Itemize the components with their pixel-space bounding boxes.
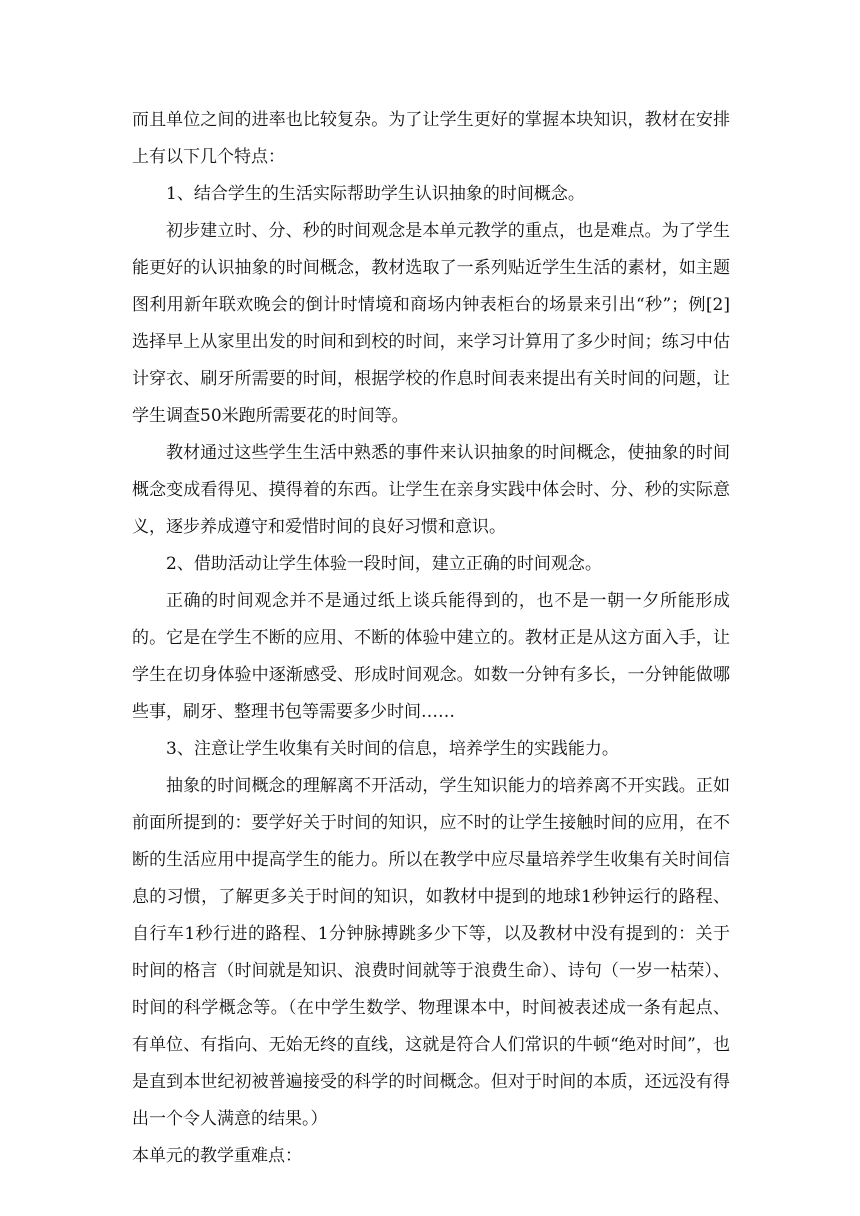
section-heading-key-points: 本单元的教学重难点： (132, 1146, 302, 1166)
paragraph-point-1-summary: 教材通过这些学生生活中熟悉的事件来认识抽象的时间概念，使抽象的时间概念变成看得见、摸得着的东西。让学生在亲身实践中体会时、分、秒的实际意义，逐步养成遵守和爱惜时间的良好习惯和意识。 (132, 443, 730, 537)
paragraph-point-2-body: 正确的时间观念并不是通过纸上谈兵能得到的，也不是一朝一夕所能形成的。它是在学生不断的应用、不断的体验中建立的。教材正是从这方面入手，让学生在切身体验中逐渐感受、形成时间观念。如数一分钟有多长，一分钟能做哪些事，刷牙、整理书包等需要多少时间…… (132, 591, 730, 722)
paragraph-point-1-body: 初步建立时、分、秒的时间观念是本单元教学的重点，也是难点。为了学生能更好的认识抽象的时间概念，教材选取了一系列贴近学生生活的素材，如主题图利用新年联欢晚会的倒计时情境和商场内钟表柜台的场景来引出“秒”；例[2]选择早上从家里出发的时间和到校的时间，来学习计算用了多少时间；练习中估计穿衣、刷牙所需要的时间，根据学校的作息时间表来提出有关时间的问题，让学生调查50米跑所需要花的时间等。 (132, 221, 730, 426)
document-body (132, 102, 730, 1175)
heading-point-1: 1、结合学生的生活实际帮助学生认识抽象的时间概念。 (166, 184, 585, 204)
heading-point-2: 2、借助活动让学生体验一段时间，建立正确的时间观念。 (166, 554, 602, 574)
paragraph-intro: 而且单位之间的进率也比较复杂。为了让学生更好的掌握本块知识，教材在安排上有以下几个特点： (132, 110, 730, 167)
heading-point-3: 3、注意让学生收集有关时间的信息，培养学生的实践能力。 (166, 739, 619, 759)
paragraph-point-3-body: 抽象的时间概念的理解离不开活动，学生知识能力的培养离不开实践。正如前面所提到的：要学好关于时间的知识，应不时的让学生接触时间的应用，在不断的生活应用中提高学生的能力。所以在教学中应尽量培养学生收集有关时间信息的习惯，了解更多关于时间的知识，如教材中提到的地球1秒钟运行的路程、自行车1秒行进的路程、1分钟脉搏跳多少下等，以及教材中没有提到的：关于时间的格言（时间就是知识、浪费时间就等于浪费生命）、诗句（一岁一枯荣）、时间的科学概念等。（在中学生数学、物理课本中，时间被表述成一条有起点、有单位、有指向、无始无终的直线，这就是符合人们常识的牛顿“绝对时间”，也是直到本世纪初被普遍接受的科学的时间概念。但对于时间的本质，还远没有得出一个令人满意的结果。） (132, 776, 730, 1129)
